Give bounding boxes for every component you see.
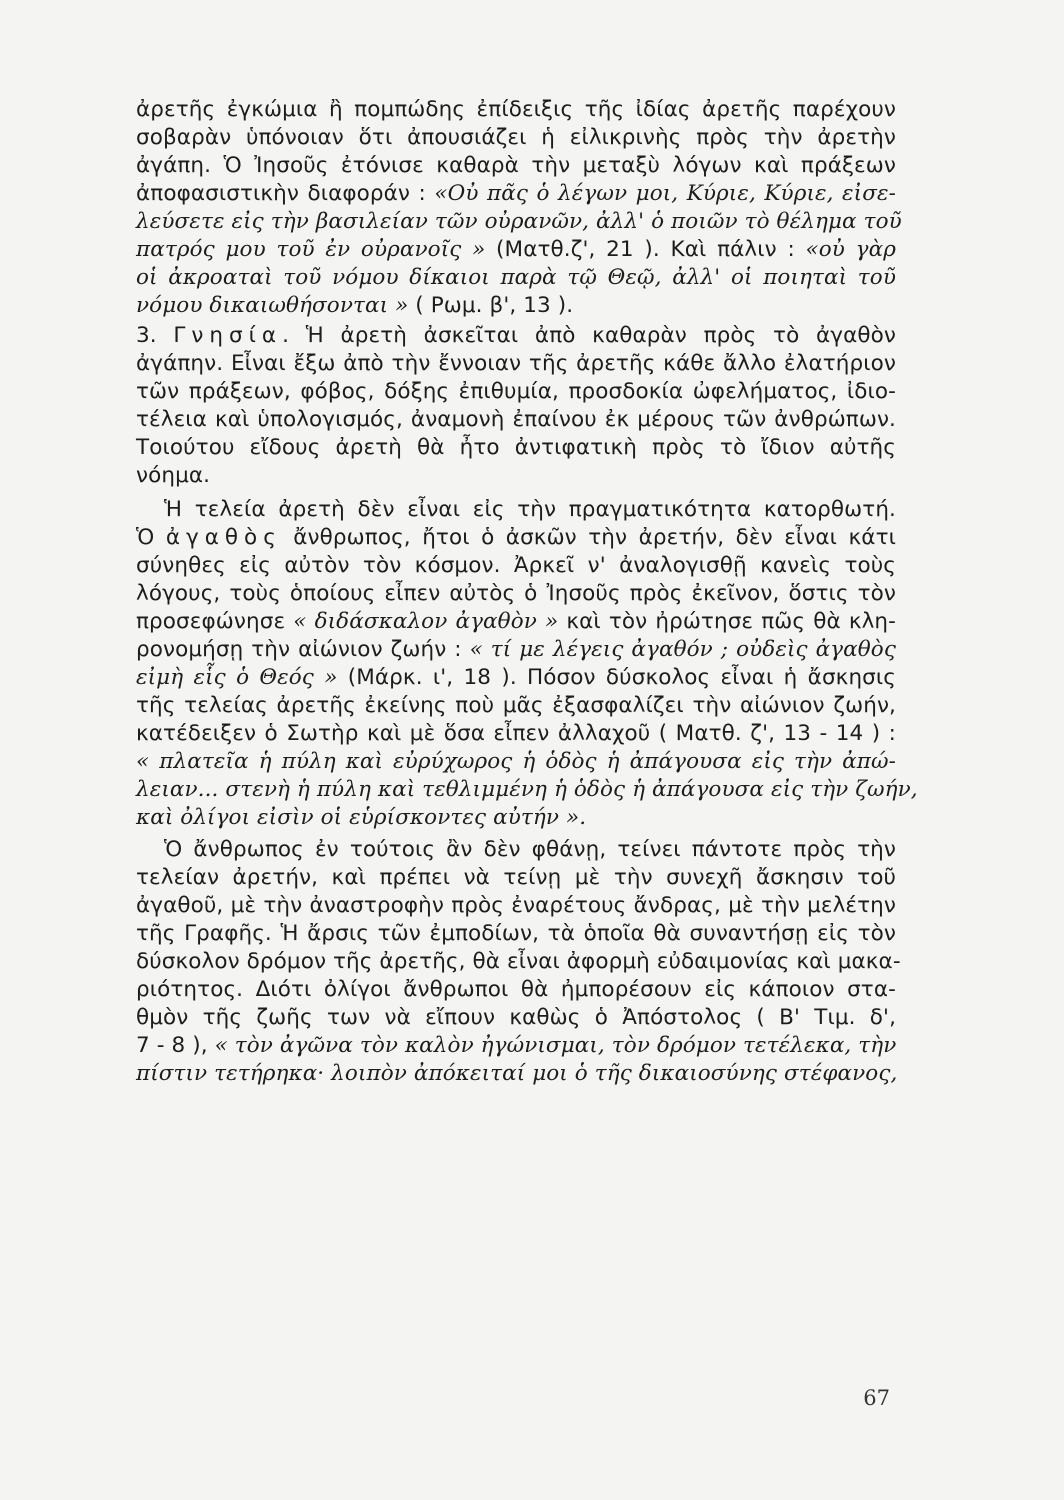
text-run: κατέδειξεν ὁ Σωτὴρ καὶ μὲ ὅσα εἶπεν ἀλλαχοῦ ( Ματθ. ζ', 13 - 14 ) : <box>136 721 896 746</box>
text-line <box>136 434 896 462</box>
text-line <box>136 948 901 976</box>
italic-quote: λειαν... στενὴ ἡ πύλη καὶ τεθλιμμένη ἡ ὁδὸς ἡ ἀπάγουσα εἰς τὴν ζωήν, <box>136 777 918 802</box>
text-run: ( Ρωμ. β', 13 ). <box>408 293 574 318</box>
text-run: προσεφώνησε <box>136 609 294 634</box>
text-run: (Μάρκ. ι', 18 ). Πόσον δύσκολος εἶναι ἡ ἄσκησις <box>337 665 896 690</box>
italic-quote: «Οὐ πᾶς ὁ λέγων μοι, Κύριε, Κύριε, εἰσε- <box>434 181 896 206</box>
text-line <box>136 580 896 608</box>
text-line <box>136 664 896 692</box>
text-run: θμὸν τῆς ζωῆς των νὰ εἴπουν καθὼς ὁ Ἀπόστολος ( Β' Τιμ. δ', <box>136 1005 896 1030</box>
text-run: ἀποφασιστικὴν διαφοράν : <box>136 181 435 206</box>
text-run: τῆς Γραφῆς. Ἡ ἄρσις τῶν ἐμποδίων, τὰ ὁποῖα θὰ συναντήσῃ εἰς τὸν <box>136 921 896 946</box>
text-line <box>136 864 896 892</box>
text-line <box>136 264 896 292</box>
italic-quote: νόμου δικαιωθήσονται » <box>136 293 409 318</box>
text-line <box>136 776 918 804</box>
text-line <box>136 350 896 378</box>
text-run: Ἡ τελεία ἀρετὴ δὲν εἶναι εἰς τὴν πραγματικότητα κατορθωτή. <box>164 497 896 522</box>
text-run: Τοιούτου εἴδους ἀρετὴ θὰ ἦτο ἀντιφατικὴ πρὸς τὸ ἴδιον αὐτῆς <box>136 435 896 460</box>
text-run: ρονομήσῃ τὴν αἰώνιον ζωήν : <box>136 637 470 662</box>
text-line <box>136 462 896 490</box>
spaced-emphasis: ἀγαθὸς <box>165 525 282 550</box>
text-run: ἀγάπην. Εἶναι ἔξω ἀπὸ τὴν ἔννοιαν τῆς ἀρετῆς κάθε ἄλλο ἐλατήριον <box>136 351 896 376</box>
text-line <box>136 236 896 264</box>
text-run: ἄνθρωπος, ἤτοι ὁ ἀσκῶν τὴν ἀρετήν, δὲν εἶναι κάτι <box>281 525 896 550</box>
text-line <box>136 96 896 124</box>
text-run: ριότητος. Διότι ὀλίγοι ἄνθρωποι θὰ ἠμπορέσουν εἰς κάποιον στα- <box>136 977 896 1002</box>
text-line <box>136 1032 896 1060</box>
italic-quote: « τί με λέγεις ἀγαθόν ; οὐδεὶς ἀγαθὸς <box>469 637 896 662</box>
text-run: Ὁ <box>136 525 166 550</box>
italic-quote: « πλατεῖα ἡ πύλη καὶ εὐρύχωρος ἡ ὁδὸς ἡ ἀπάγουσα εἰς τὴν ἀπώ- <box>136 749 896 774</box>
text-run: σύνηθες εἰς αὐτὸν τὸν κόσμον. Ἀρκεῖ ν' ἀναλογισθῇ κανεὶς τοὺς <box>136 553 896 578</box>
text-run: . Ἡ ἀρετὴ ἀσκεῖται ἀπὸ καθαρὰν πρὸς τὸ ἀγαθὸν <box>282 323 896 348</box>
text-run: ἀγαθοῦ, μὲ τὴν ἀναστροφὴν πρὸς ἐναρέτους ἄνδρας, μὲ τὴν μελέτην <box>136 893 896 918</box>
italic-quote: «οὐ γὰρ <box>805 237 896 262</box>
text-run: τέλεια καὶ ὑπολογισμός, ἀναμονὴ ἐπαίνου ἐκ μέρους τῶν ἀνθρώπων. <box>136 407 896 432</box>
text-line <box>136 748 896 776</box>
text-line <box>136 608 896 636</box>
text-line <box>136 552 896 580</box>
text-run: νόημα. <box>136 463 211 488</box>
italic-quote: καὶ ὀλίγοι εἰσὶν οἱ εὑρίσκοντες αὐτήν ». <box>136 805 587 830</box>
text-line <box>136 920 896 948</box>
text-line <box>136 524 896 552</box>
spaced-emphasis: Γνησία <box>173 323 283 348</box>
text-line <box>136 378 896 406</box>
italic-quote: πίστιν τετήρηκα· λοιπὸν ἀπόκειταί μοι ὁ τῆς δικαιοσύνης στέφανος, <box>136 1061 898 1086</box>
text-run: τῶν πράξεων, φόβος, δόξης ἐπιθυμία, προσδοκία ὠφελήματος, ἰδιο- <box>136 379 896 404</box>
text-line <box>136 322 896 350</box>
text-line <box>136 692 896 720</box>
text-line <box>136 406 896 434</box>
text-run: 7 - 8 ), <box>136 1033 215 1058</box>
italic-quote: « τὸν ἀγῶνα τὸν καλὸν ἠγώνισμαι, τὸν δρόμον τετέλεκα, τὴν <box>214 1033 897 1058</box>
text-line <box>136 208 902 236</box>
text-run: λόγους, τοὺς ὁποίους εἶπεν αὐτὸς ὁ Ἰησοῦς πρὸς ἐκεῖνον, ὅστις τὸν <box>136 581 896 606</box>
text-line <box>136 292 896 320</box>
text-line <box>136 180 896 208</box>
text-run: (Ματθ.ζ', 21 ). Καὶ πάλιν : <box>485 237 806 262</box>
text-run: 3. <box>136 323 174 348</box>
text-line <box>136 152 896 180</box>
text-run: τῆς τελείας ἀρετῆς ἐκείνης ποὺ μᾶς ἐξασφαλίζει τὴν αἰώνιον ζωήν, <box>136 693 896 718</box>
text-run: σοβαρὰν ὑπόνοιαν ὅτι ἀπουσιάζει ἡ εἰλικρινὴς πρὸς τὴν ἀρετὴν <box>136 125 896 150</box>
text-run: ἀρετῆς ἐγκώμια ἢ πομπώδης ἐπίδειξις τῆς ἰδίας ἀρετῆς παρέχουν <box>136 97 896 122</box>
italic-quote: οἱ ἀκροαταὶ τοῦ νόμου δίκαιοι παρὰ τῷ Θεῷ, ἀλλ' οἱ ποιηταὶ τοῦ <box>136 265 896 290</box>
text-run: δύσκολον δρόμον τῆς ἀρετῆς, θὰ εἶναι ἀφορμὴ εὐδαιμονίας καὶ μακα- <box>136 949 901 974</box>
text-line <box>136 892 896 920</box>
text-line <box>136 976 896 1004</box>
text-run: Ὁ ἄνθρωπος ἐν τούτοις ἂν δὲν φθάνῃ, τείνει πάντοτε πρὸς τὴν <box>164 837 896 862</box>
text-run: καὶ τὸν ἠρώτησε πῶς θὰ κλη- <box>558 609 896 634</box>
italic-quote: εἰμὴ εἷς ὁ Θεός » <box>136 665 338 690</box>
text-line <box>136 636 896 664</box>
text-line <box>136 1004 896 1032</box>
text-run: ἀγάπη. Ὁ Ἰησοῦς ἐτόνισε καθαρὰ τὴν μεταξὺ λόγων καὶ πράξεων <box>136 153 896 178</box>
text-line <box>136 804 896 832</box>
page-number: 67 <box>863 1386 890 1410</box>
text-run: τελείαν ἀρετήν, καὶ πρέπει νὰ τείνῃ μὲ τὴν συνεχῆ ἄσκησιν τοῦ <box>136 865 896 890</box>
text-line <box>136 1060 896 1088</box>
text-line <box>164 836 896 864</box>
italic-quote: λεύσετε εἰς τὴν βασιλείαν τῶν οὐρανῶν, ἀλλ' ὁ ποιῶν τὸ θέλημα τοῦ <box>136 209 902 234</box>
italic-quote: « διδάσκαλον ἀγαθὸν » <box>293 609 559 634</box>
italic-quote: πατρός μου τοῦ ἐν οὐρανοῖς » <box>136 237 486 262</box>
text-line <box>164 496 896 524</box>
text-line <box>136 720 896 748</box>
text-line <box>136 124 896 152</box>
